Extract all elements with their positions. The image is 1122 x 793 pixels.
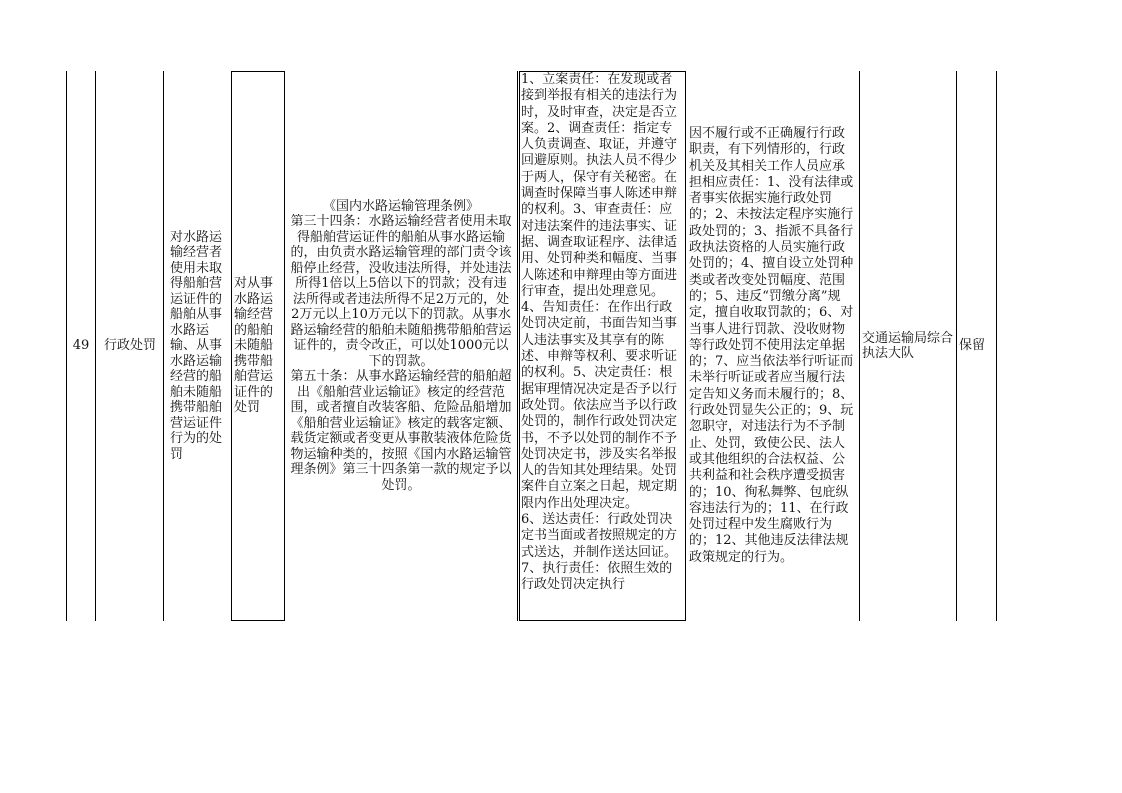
basis-cell xyxy=(286,71,516,621)
category: 行政处罚 xyxy=(103,338,156,354)
grid-line xyxy=(66,71,67,621)
row-index: 49 xyxy=(72,338,90,354)
grid-line xyxy=(859,71,860,621)
item-name-cell xyxy=(170,71,226,621)
department-cell xyxy=(862,71,954,621)
grid-line xyxy=(95,71,96,621)
department: 交通运输局综合执法大队 xyxy=(862,330,954,361)
accountability-cell xyxy=(687,71,857,621)
grid-line xyxy=(163,71,164,621)
responsibility-cell xyxy=(521,71,683,621)
accountability-text: 因不履行或不正确履行行政职责，有下列情形的，行政机关及其相关工作人员应承担相应责任：1、没有法律或者事实依据实施行政处罚的；2、未按法定程序实施行政处罚的；3、指派不具备行政执法资格的人员实施行政处罚的；4、擅自设立处罚种类或者改变处罚幅度、范围的；5、违反“罚缴分离”规定，擅自收取罚款的；6、对当事人进行罚款、没收财物等行政处罚不使用法定单据的；7、应当依法举行听证而未举行听证或者应当履行法定告知义务而未履行的；8、行政处罚显失公正的；9、玩忽职守，对违法行为不予制止、处罚，致使公民、法人或其他组织的合法权益、公共利益和社会秩序遭受损害的；10、徇私舞弊、包庇纵容违法行为的；11、在行政处罚过程中发生腐败行为的；12、其他违反法律法规政策规定的行为。 xyxy=(689,125,854,565)
grid-line xyxy=(956,71,957,621)
table xyxy=(66,71,997,621)
row-index-cell xyxy=(68,71,94,621)
grid-line xyxy=(517,71,518,621)
legal-basis: 《国内水路运输管理条例》 第三十四条：水路运输经营者使用未取得船舶营运证件的船舶从事水路运输的，由负责水路运输管理的部门责令该船停止经营，没收违法所得，并处违法所得1倍以上5倍以下的罚款；没有违法所得或者违法所得不足2万元的，处2万元以上10万元以下的罚款。从事水路运输经营的船舶未随船携带船舶营运证件的，责令改正，可以处1000元以下的罚款。 第五十条：从事水路运输经营的船舶超出《船舶营业运输证》核定的经营范围，或者擅自改装客船、危险品船增加《船舶营业运输证》核定的载客定额、载货定额或者变更从事散装液体危险货物运输种类的，按照《国内水路运输管理条例》第三十四条第一款的规定予以处罚。 xyxy=(290,198,512,493)
sub-item: 对从事水路运输经营的船舶未随船携带船舶营运证件的处罚 xyxy=(234,276,274,416)
note: 保留 xyxy=(959,338,986,354)
sub-item-cell xyxy=(234,71,284,621)
category-cell xyxy=(99,71,161,621)
responsibility-text: 1、立案责任：在发现或者接到举报有相关的违法行为时，及时审查，决定是否立案。2、调查责任：指定专人负责调查、取证，并遵守回避原则。执法人员不得少于两人，保守有关秘密。在调查时保障当事人陈述申辩的权利。3、审查责任：应对违法案件的违法事实、证据、调查取证程序、法律适用、处罚种类和幅度、当事人陈述和申辩理由等方面进行审查，提出处理意见。4、告知责任：在作出行政处罚决定前，书面告知当事人违法事实及其享有的陈述、申辩等权利、要求听证的权利。5、决定责任：根据审理情况决定是否予以行政处罚。依法应当予以行政处罚的，制作行政处罚决定书，不予以处罚的制作不予处罚决定书，涉及实名举报人的告知其处理结果。处罚案件自立案之日起，规定期限内作出处理决定。 6、送达责任：行政处罚决定书当面或者按照规定的方式送达，并制作送达回证。7、执行责任：依照生效的行政处罚决定执行 xyxy=(521,72,678,593)
note-cell xyxy=(959,71,995,621)
grid-line xyxy=(996,71,997,621)
item-name: 对水路运输经营者使用未取得船舶营运证件的船舶从事水路运输、从事水路运输经营的船舶未随船携带船舶营运证件行为的处罚 xyxy=(170,229,223,462)
